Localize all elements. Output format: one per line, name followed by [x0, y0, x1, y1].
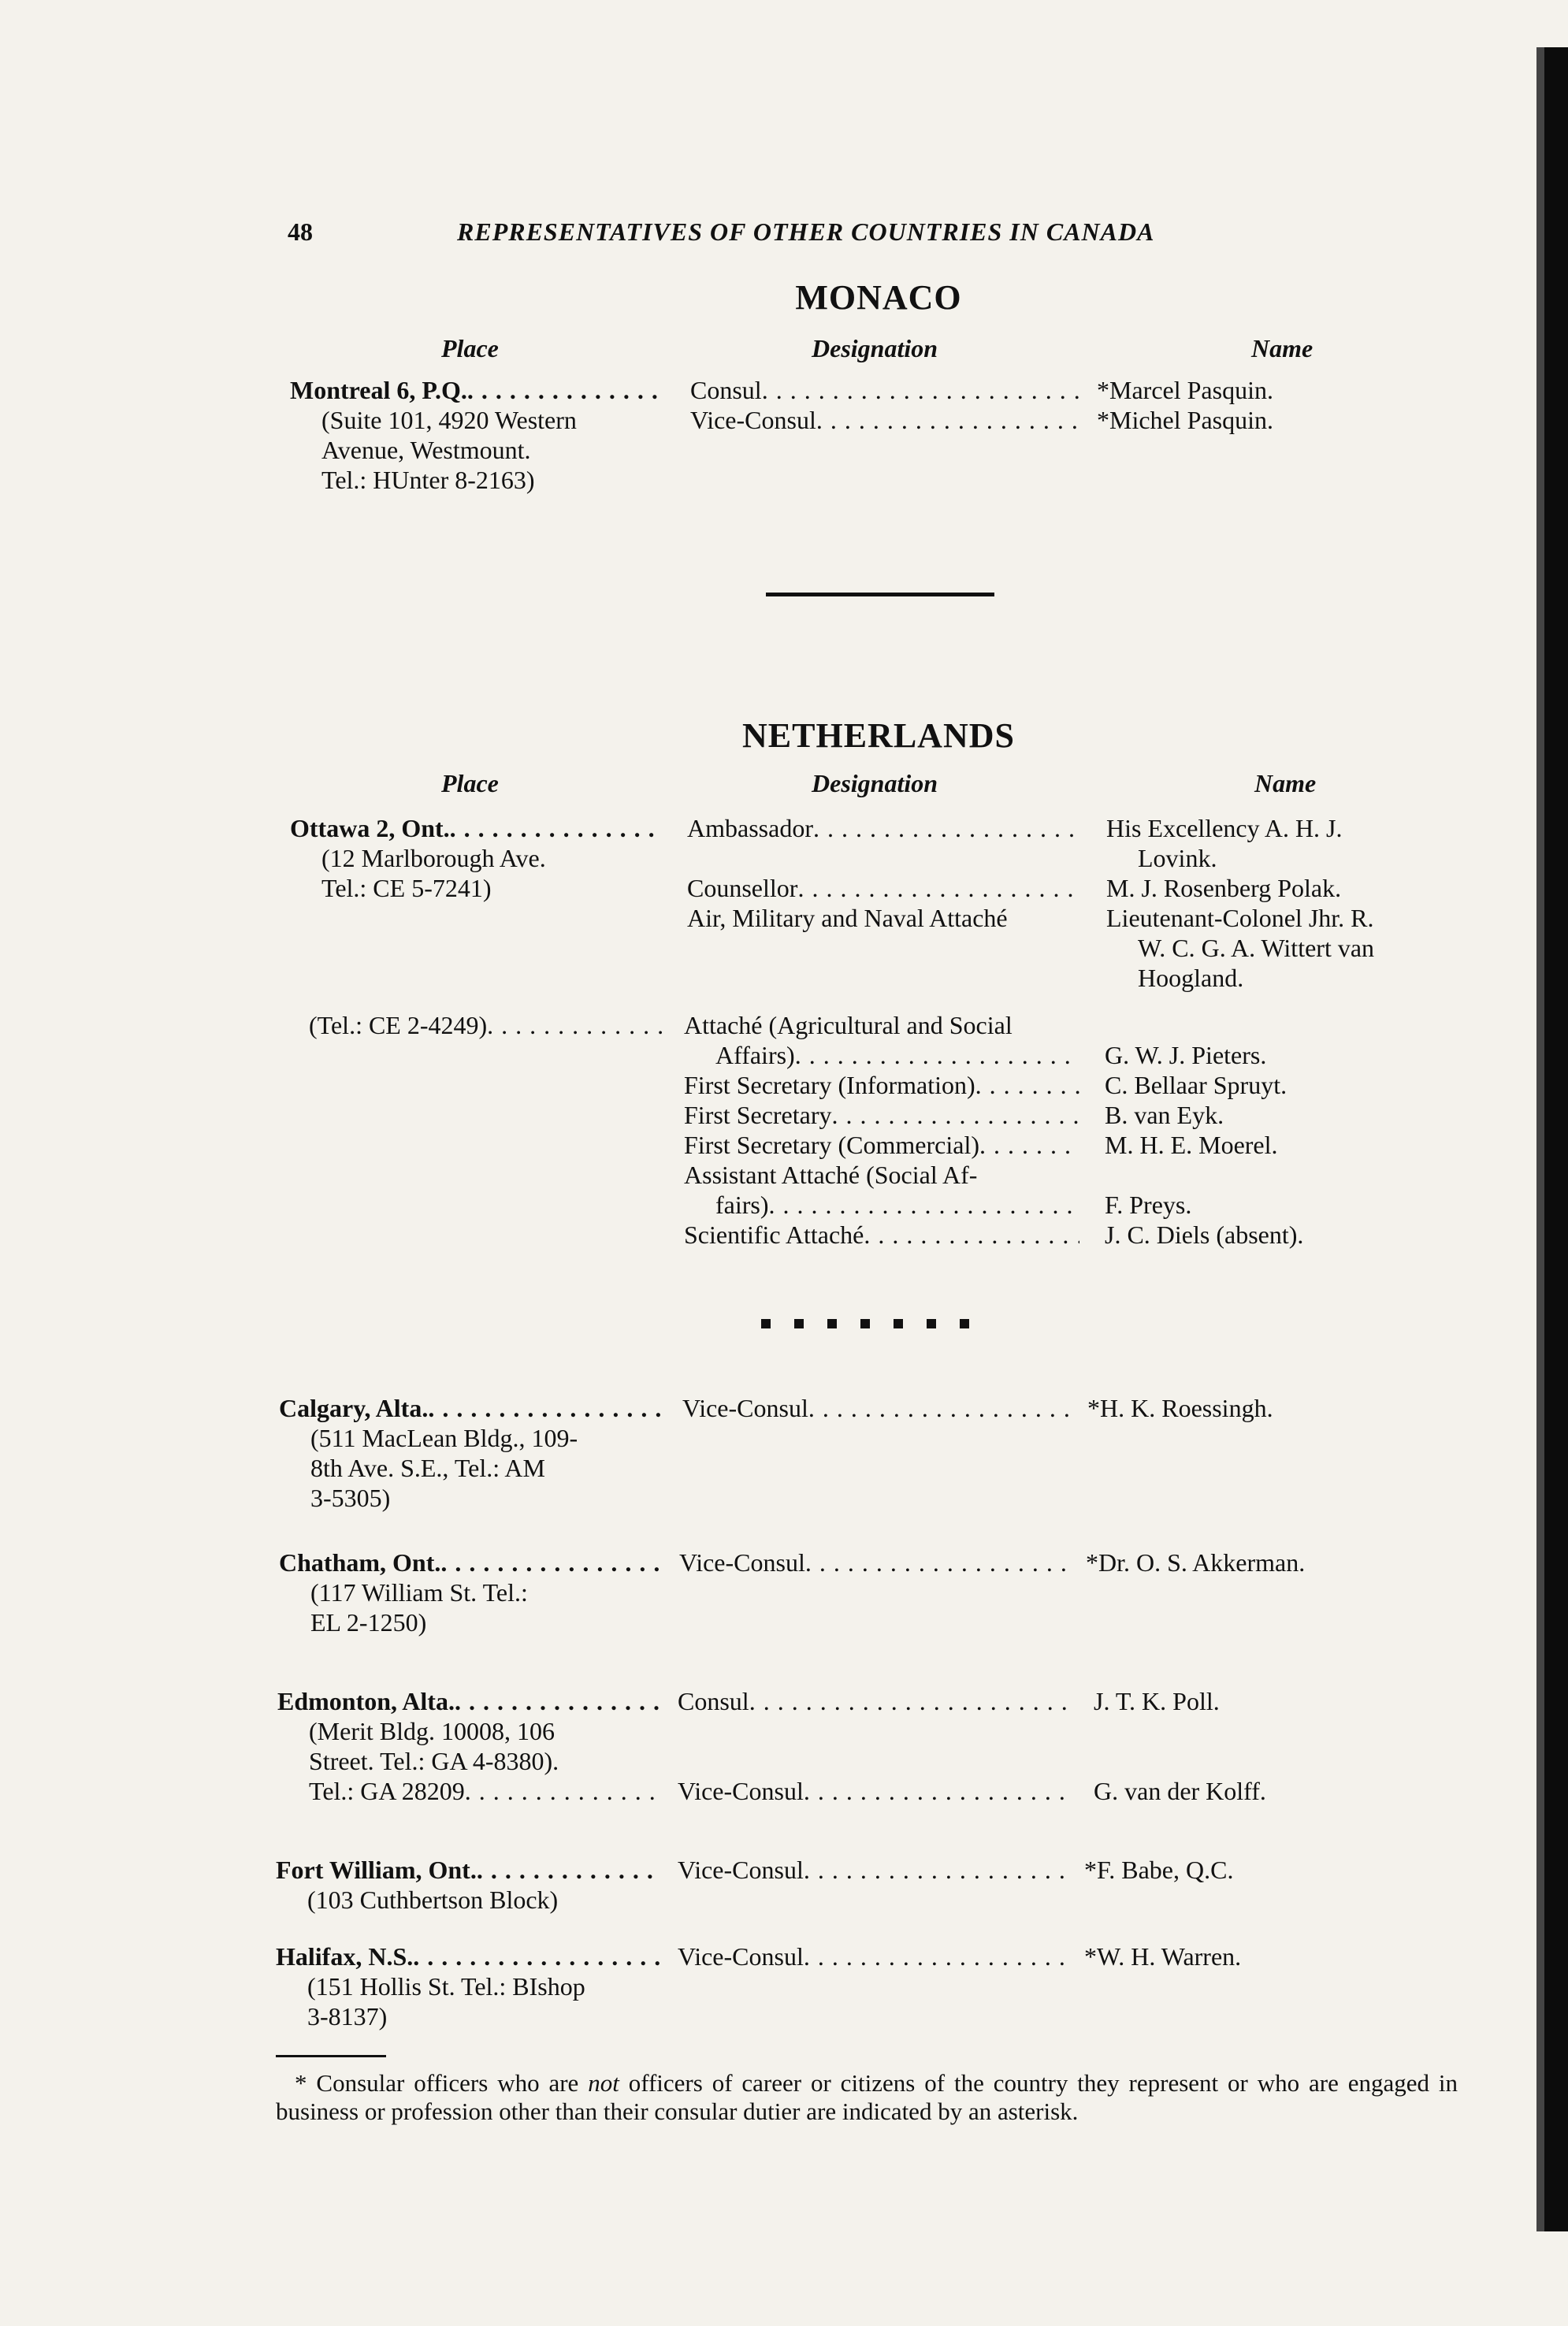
person-name: G. van der Kolff. — [1094, 1777, 1266, 1805]
name-cell — [1105, 1010, 1514, 1250]
heading-name: Name — [1254, 769, 1317, 797]
designation-cell — [678, 1855, 1075, 1885]
designation-cell — [690, 375, 1079, 435]
place-name: Ottawa 2, Ont. — [290, 814, 450, 842]
section-separator-dots — [761, 1319, 969, 1328]
column-headings-netherlands — [0, 769, 1568, 801]
running-title: REPRESENTATIVES OF OTHER COUNTRIES IN CANADA — [457, 217, 1155, 246]
place-detail: Tel.: HUnter 8-2163) — [321, 466, 535, 494]
person-name: C. Bellaar Spruyt. — [1105, 1071, 1287, 1099]
place-cell — [276, 1941, 662, 2031]
place-detail: (103 Cuthbertson Block) — [307, 1886, 559, 1914]
place-detail: EL 2-1250) — [310, 1608, 427, 1637]
designation-text: First Secretary — [684, 1101, 832, 1129]
place-cell — [290, 813, 662, 903]
place-detail: Tel.: CE 5-7241) — [321, 874, 492, 902]
place-cell — [290, 375, 662, 495]
section-title-monaco: MONACO — [795, 278, 962, 317]
designation-text: Counsellor — [687, 874, 798, 902]
place-detail: (Tel.: CE 2-4249) — [309, 1011, 488, 1039]
person-name: *W. H. Warren. — [1084, 1942, 1242, 1971]
place-detail: Tel.: GA 28209 — [309, 1777, 465, 1805]
designation-text: Ambassador — [687, 814, 813, 842]
designation-text: Consul — [690, 376, 762, 404]
designation-text: Vice-Consul — [678, 1777, 804, 1805]
footnote-marker: * — [295, 2069, 307, 2097]
place-detail: (Merit Bldg. 10008, 106 — [309, 1717, 555, 1745]
place-name: Calgary, Alta. — [279, 1394, 429, 1422]
person-name-cont: Hoogland. — [1138, 964, 1244, 992]
heading-name: Name — [1251, 334, 1313, 362]
heading-place: Place — [441, 334, 499, 362]
place-cell — [276, 1855, 662, 1915]
place-name: Chatham, Ont. — [279, 1548, 441, 1577]
place-detail: 3-5305) — [310, 1484, 391, 1512]
person-name: B. van Eyk. — [1105, 1101, 1224, 1129]
footnote-rule — [276, 2055, 386, 2057]
person-name: *Marcel Pasquin. — [1097, 376, 1273, 404]
footnote-text: Consular officers who are — [316, 2069, 589, 2097]
designation-cell — [684, 1010, 1079, 1250]
place-name: Montreal 6, P.Q. — [290, 376, 467, 404]
place-cell — [277, 1686, 662, 1806]
person-name: *H. K. Roessingh. — [1087, 1394, 1273, 1422]
designation-text: Vice-Consul — [690, 406, 816, 434]
person-name-cont: Lovink. — [1138, 844, 1217, 872]
page-edge-shadow — [1543, 47, 1568, 2231]
place-cell — [279, 1393, 662, 1513]
designation-text: Assistant Attaché (Social Af- — [684, 1161, 978, 1189]
place-name: Halifax, N.S. — [276, 1942, 414, 1971]
person-name: J. T. K. Poll. — [1094, 1687, 1220, 1715]
designation-text: Affairs) — [715, 1041, 795, 1069]
name-cell — [1097, 375, 1507, 435]
person-name: G. W. J. Pieters. — [1105, 1041, 1267, 1069]
place-detail: Avenue, Westmount. — [321, 436, 531, 464]
section-divider — [766, 593, 994, 596]
designation-text: Consul — [678, 1687, 749, 1715]
page-header — [288, 217, 1312, 257]
place-detail: (Suite 101, 4920 Western — [321, 406, 577, 434]
designation-text: First Secretary (Information) — [684, 1071, 975, 1099]
designation-text: Vice-Consul — [679, 1548, 805, 1577]
place-cell — [309, 1010, 662, 1040]
person-name: *Dr. O. S. Akkerman. — [1086, 1548, 1306, 1577]
person-name: M. H. E. Moerel. — [1105, 1131, 1278, 1159]
person-name: F. Preys. — [1105, 1191, 1192, 1219]
place-detail: (511 MacLean Bldg., 109- — [310, 1424, 578, 1452]
person-name: His Excellency A. H. J. — [1106, 814, 1343, 842]
person-name-cont: W. C. G. A. Wittert van — [1138, 934, 1375, 962]
page-number: 48 — [288, 217, 313, 246]
place-detail: 3-8137) — [307, 2002, 388, 2031]
place-name: Edmonton, Alta. — [277, 1687, 455, 1715]
designation-cell — [679, 1548, 1075, 1577]
person-name: Lieutenant-Colonel Jhr. R. — [1106, 904, 1374, 932]
place-cell — [279, 1548, 662, 1637]
name-cell — [1087, 1393, 1497, 1423]
name-cell — [1106, 813, 1516, 993]
place-detail: (117 William St. Tel.: — [310, 1578, 528, 1607]
designation-text: Air, Military and Naval Attaché — [687, 904, 1008, 932]
place-detail: Street. Tel.: GA 4-8380). — [309, 1747, 559, 1775]
name-cell — [1086, 1548, 1496, 1577]
place-detail: 8th Ave. S.E., Tel.: AM — [310, 1454, 545, 1482]
designation-text: Vice-Consul — [678, 1942, 804, 1971]
heading-place: Place — [441, 769, 499, 797]
place-detail: (12 Marlborough Ave. — [321, 844, 546, 872]
name-cell — [1084, 1855, 1494, 1885]
section-title-netherlands: NETHERLANDS — [742, 716, 1015, 755]
designation-cell — [682, 1393, 1075, 1423]
footnote-text-cont: officers of career or citizens of the country they represent or who are engaged in business or profession other than their consular dutier are indicated by an asterisk. — [276, 2069, 1458, 2125]
designation-cell — [678, 1686, 1075, 1806]
designation-cell — [678, 1941, 1075, 1971]
footnote-emphasis: not — [588, 2069, 619, 2097]
column-headings-monaco — [0, 334, 1568, 366]
person-name: *Michel Pasquin. — [1097, 406, 1273, 434]
designation-text: First Secretary (Commercial) — [684, 1131, 979, 1159]
heading-designation: Designation — [812, 769, 938, 797]
designation-cell — [687, 813, 1079, 933]
person-name: J. C. Diels (absent). — [1105, 1221, 1304, 1249]
designation-text: Vice-Consul — [682, 1394, 808, 1422]
place-detail: (151 Hollis St. Tel.: BIshop — [307, 1972, 585, 2001]
person-name: *F. Babe, Q.C. — [1084, 1856, 1234, 1884]
name-cell — [1084, 1941, 1494, 1971]
designation-text: Scientific Attaché — [684, 1221, 864, 1249]
name-cell — [1094, 1686, 1503, 1806]
designation-text: Attaché (Agricultural and Social — [684, 1011, 1013, 1039]
person-name: M. J. Rosenberg Polak. — [1106, 874, 1342, 902]
footnote — [276, 2069, 1458, 2126]
place-name: Fort William, Ont. — [276, 1856, 477, 1884]
designation-text: Vice-Consul — [678, 1856, 804, 1884]
designation-text: fairs) — [715, 1191, 769, 1219]
heading-designation: Designation — [812, 334, 938, 362]
